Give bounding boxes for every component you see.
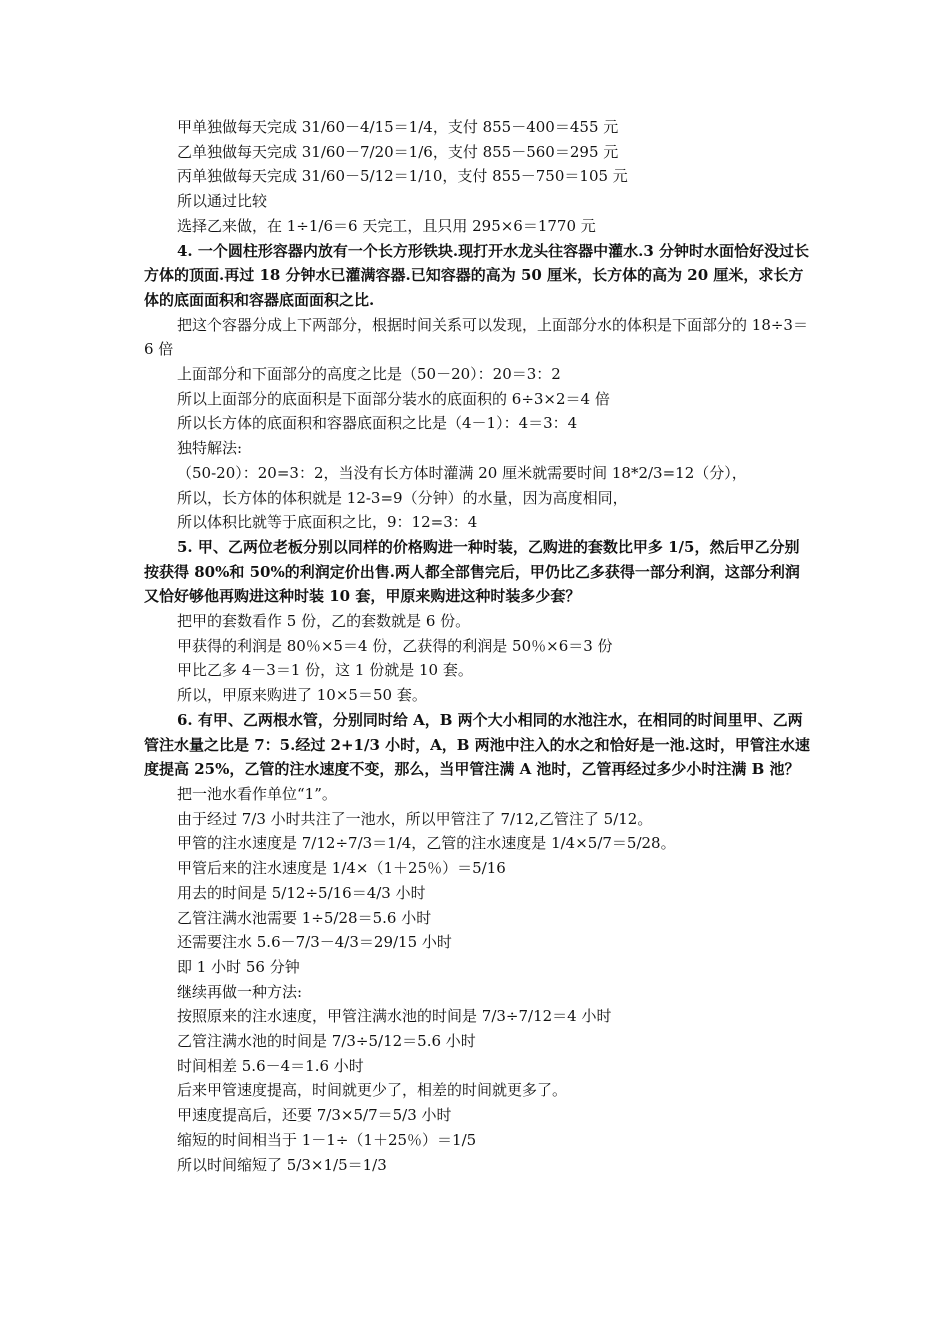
solution-line: 甲单独做每天完成 31/60－4/15＝1/4，支付 855－400＝455 元 [177, 118, 619, 136]
solution-line: （50-20）：20=3：2，当没有长方体时灌满 20 厘米就需要时间 18*2/3=12（分）， [177, 463, 747, 482]
solution-line: 所以通过比较 [177, 192, 268, 211]
solution-line: 所以体积比就等于底面积之比，9：12=3：4 [177, 513, 478, 532]
solution-line: 按照原来的注水速度，甲管注满水池的时间是 7/3÷7/12＝4 小时 [177, 1007, 612, 1026]
problem-statement: 5. 甲、乙两位老板分别以同样的价格购进一种时装，乙购进的套数比甲多 1/5，然后甲乙分别按获得 80%和 50%的利润定价出售.两人都全部售完后，甲仍比乙多获得一部分利润，这部分利润又恰好够他再购进这种时装 10 套，甲原来购进这种时装多少套？ [144, 537, 800, 606]
solution-line: 选择乙来做，在 1÷1/6＝6 天完工，且只用 295×6＝1770 元 [177, 216, 596, 235]
solution-line: 甲获得的利润是 80％×5＝4 份，乙获得的利润是 50％×6＝3 份 [177, 636, 613, 655]
solution-line: 所以时间缩短了 5/3×1/5＝1/3 [177, 1155, 387, 1174]
solution-line: 用去的时间是 5/12÷5/16＝4/3 小时 [177, 883, 426, 902]
solution-line: 由于经过 7/3 小时共注了一池水，所以甲管注了 7/12,乙管注了 5/12。 [177, 809, 653, 828]
solution-line: 所以长方体的底面积和容器底面积之比是（4－1）：4＝3：4 [177, 414, 578, 433]
solution-line: 把这个容器分成上下两部分，根据时间关系可以发现，上面部分水的体积是下面部分的 18÷3＝6 倍 [144, 315, 808, 359]
solution-line: 甲管的注水速度是 7/12÷7/3＝1/4，乙管的注水速度是 1/4×5/7＝5/28。 [177, 834, 676, 853]
solution-line: 把一池水看作单位“1”。 [177, 784, 337, 803]
solution-line: 丙单独做每天完成 31/60－5/12＝1/10，支付 855－750＝105 元 [177, 167, 628, 186]
solution-line: 乙管注满水池需要 1÷5/28＝5.6 小时 [177, 908, 432, 927]
solution-line: 乙管注满水池的时间是 7/3÷5/12＝5.6 小时 [177, 1032, 476, 1051]
solution-line: 上面部分和下面部分的高度之比是（50－20）：20＝3：2 [177, 365, 561, 384]
solution-line: 即 1 小时 56 分钟 [177, 957, 300, 976]
solution-line: 乙单独做每天完成 31/60－7/20＝1/6，支付 855－560＝295 元 [177, 142, 619, 161]
problem-statement: 4. 一个圆柱形容器内放有一个长方形铁块.现打开水龙头往容器中灌水.3 分钟时水面恰好没过长方体的顶面.再过 18 分钟水已灌满容器.已知容器的高为 50 厘米，长方体的高为 20 厘米，求长方体的底面面积和容器底面面积之比. [144, 241, 809, 309]
solution-line: 把甲的套数看作 5 份，乙的套数就是 6 份。 [177, 612, 471, 631]
solution-line: 所以，长方体的体积就是 12-3=9（分钟）的水量，因为高度相同， [177, 488, 628, 507]
solution-line: 甲比乙多 4－3＝1 份，这 1 份就是 10 套。 [177, 661, 473, 680]
solution-line: 还需要注水 5.6－7/3－4/3＝29/15 小时 [177, 933, 452, 952]
document-page [144, 115, 812, 1177]
solution-line: 时间相差 5.6－4＝1.6 小时 [177, 1056, 364, 1075]
solution-line: 所以上面部分的底面积是下面部分装水的底面积的 6÷3×2＝4 倍 [177, 389, 610, 408]
solution-line: 后来甲管速度提高，时间就更少了，相差的时间就更多了。 [177, 1081, 568, 1100]
solution-line: 继续再做一种方法: [177, 982, 303, 1001]
solution-line: 所以，甲原来购进了 10×5＝50 套。 [177, 686, 427, 705]
solution-line: 独特解法: [177, 439, 243, 458]
solution-line: 甲管后来的注水速度是 1/4×（1＋25％）＝5/16 [177, 859, 506, 878]
solution-line: 缩短的时间相当于 1－1÷（1＋25％）＝1/5 [177, 1130, 477, 1149]
solution-line: 甲速度提高后，还要 7/3×5/7＝5/3 小时 [177, 1106, 452, 1125]
problem-statement: 6. 有甲、乙两根水管，分别同时给 A，B 两个大小相同的水池注水，在相同的时间里甲、乙两管注水量之比是 7：5.经过 2+1/3 小时，A，B 两池中注入的水之和恰好是一池.这时，甲管注水速度提高 25%，乙管的注水速度不变，那么，当甲管注满 A 池时，乙管再经过多少小时注满 B 池？ [144, 710, 810, 779]
